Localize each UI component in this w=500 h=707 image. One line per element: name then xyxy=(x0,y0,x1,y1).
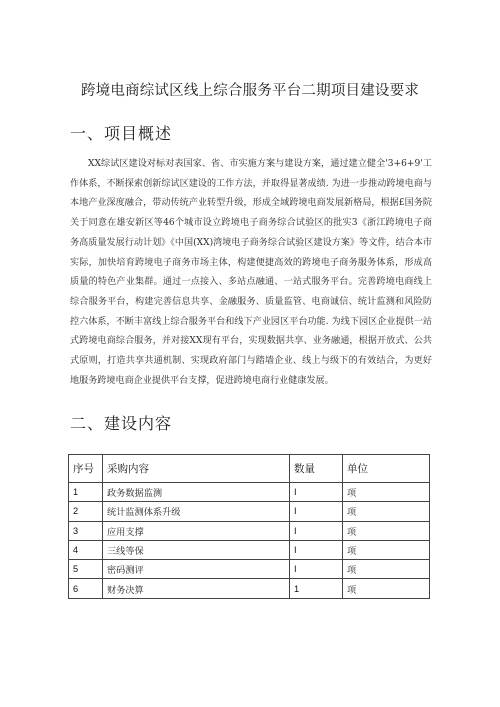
row-item: 应用支撑 xyxy=(103,521,290,540)
row-item: 三线等保 xyxy=(103,540,290,559)
row-item: 政务数据监测 xyxy=(103,483,290,502)
table-row xyxy=(69,502,430,521)
procurement-table xyxy=(68,454,430,599)
row-qty: I xyxy=(290,560,343,579)
row-no: 5 xyxy=(69,560,103,579)
row-unit: 项 xyxy=(343,521,430,540)
row-item: 财务决算 xyxy=(103,579,290,598)
header-unit: 单位 xyxy=(343,455,430,483)
row-unit: 项 xyxy=(343,502,430,521)
row-qty: I xyxy=(290,502,343,521)
document-title: 跨境电商综试区线上综合服务平台二期项目建设要求 xyxy=(80,83,420,99)
overview-paragraph: XX综试区建设对标对表国家、省、市实施方案与建设方案，通过建立健全'3+6+9'工作体系，不断探索创新综试区建设的工作方法，并取得显著成绩. 为进一步推动跨境电商与本地产业深度融合，带动传统产业转型升级，形成全域跨境电商发展新格局，根据£国务院关于同意在雄安新区等46个城市设立跨境电子商务综合试验区的批实3《浙江跨境电子商务高质量发展行动计划》《中国(XX)湾境电子商务综合试验区建设方案》等文件，结合本市实际，加快培育跨境电子商务市场主体，构建便捷高效的跨境电子商务服务体系，形成高质量的特色产业集群。通过一点接入、多站点融通、一站式服务平台。完善跨境电商线上综合服务平台，构建完善信息共享、金融服务、质量监管、电商诚信、统计监测和风险防控六体系，不断丰富线上综合服务平台和线下产业园区平台功能. 为线下园区企业提供一站式跨境电商综合服务，并对接XX现有平台，实现数据共享、业务融通，根据开放式、公共式原则，打造共享共通机制、实现政府部门与踏墙企业、线上与级下的有效结合，为更好地服务跨境电商企业提供平台支撑，促进跨境电商行业健康发展。 xyxy=(70,159,432,386)
table-row xyxy=(69,579,430,598)
row-no: 4 xyxy=(69,540,103,559)
header-qty: 数量 xyxy=(290,455,343,483)
row-unit: 项 xyxy=(343,483,430,502)
row-item: 统计监测体系升级 xyxy=(103,502,290,521)
table-row xyxy=(69,560,430,579)
row-unit: 项 xyxy=(343,540,430,559)
table-row xyxy=(69,540,430,559)
row-unit: 项 xyxy=(343,579,430,598)
row-unit: 项 xyxy=(343,560,430,579)
table-header-row xyxy=(69,455,430,483)
row-qty: I xyxy=(290,483,343,502)
section-heading-content: 二、建设内容 xyxy=(70,414,173,433)
table-row xyxy=(69,521,430,540)
row-qty: I xyxy=(290,521,343,540)
row-item: 密码测评 xyxy=(103,560,290,579)
header-item: 采购内容 xyxy=(103,455,290,483)
row-no: 6 xyxy=(69,579,103,598)
row-no: 1 xyxy=(69,483,103,502)
row-no: 2 xyxy=(69,502,103,521)
row-qty: I xyxy=(290,540,343,559)
table-row xyxy=(69,483,430,502)
row-qty: 1 xyxy=(290,579,343,598)
header-no: 序号 xyxy=(69,455,103,483)
section-heading-overview: 一、项目概述 xyxy=(70,124,173,143)
row-no: 3 xyxy=(69,521,103,540)
